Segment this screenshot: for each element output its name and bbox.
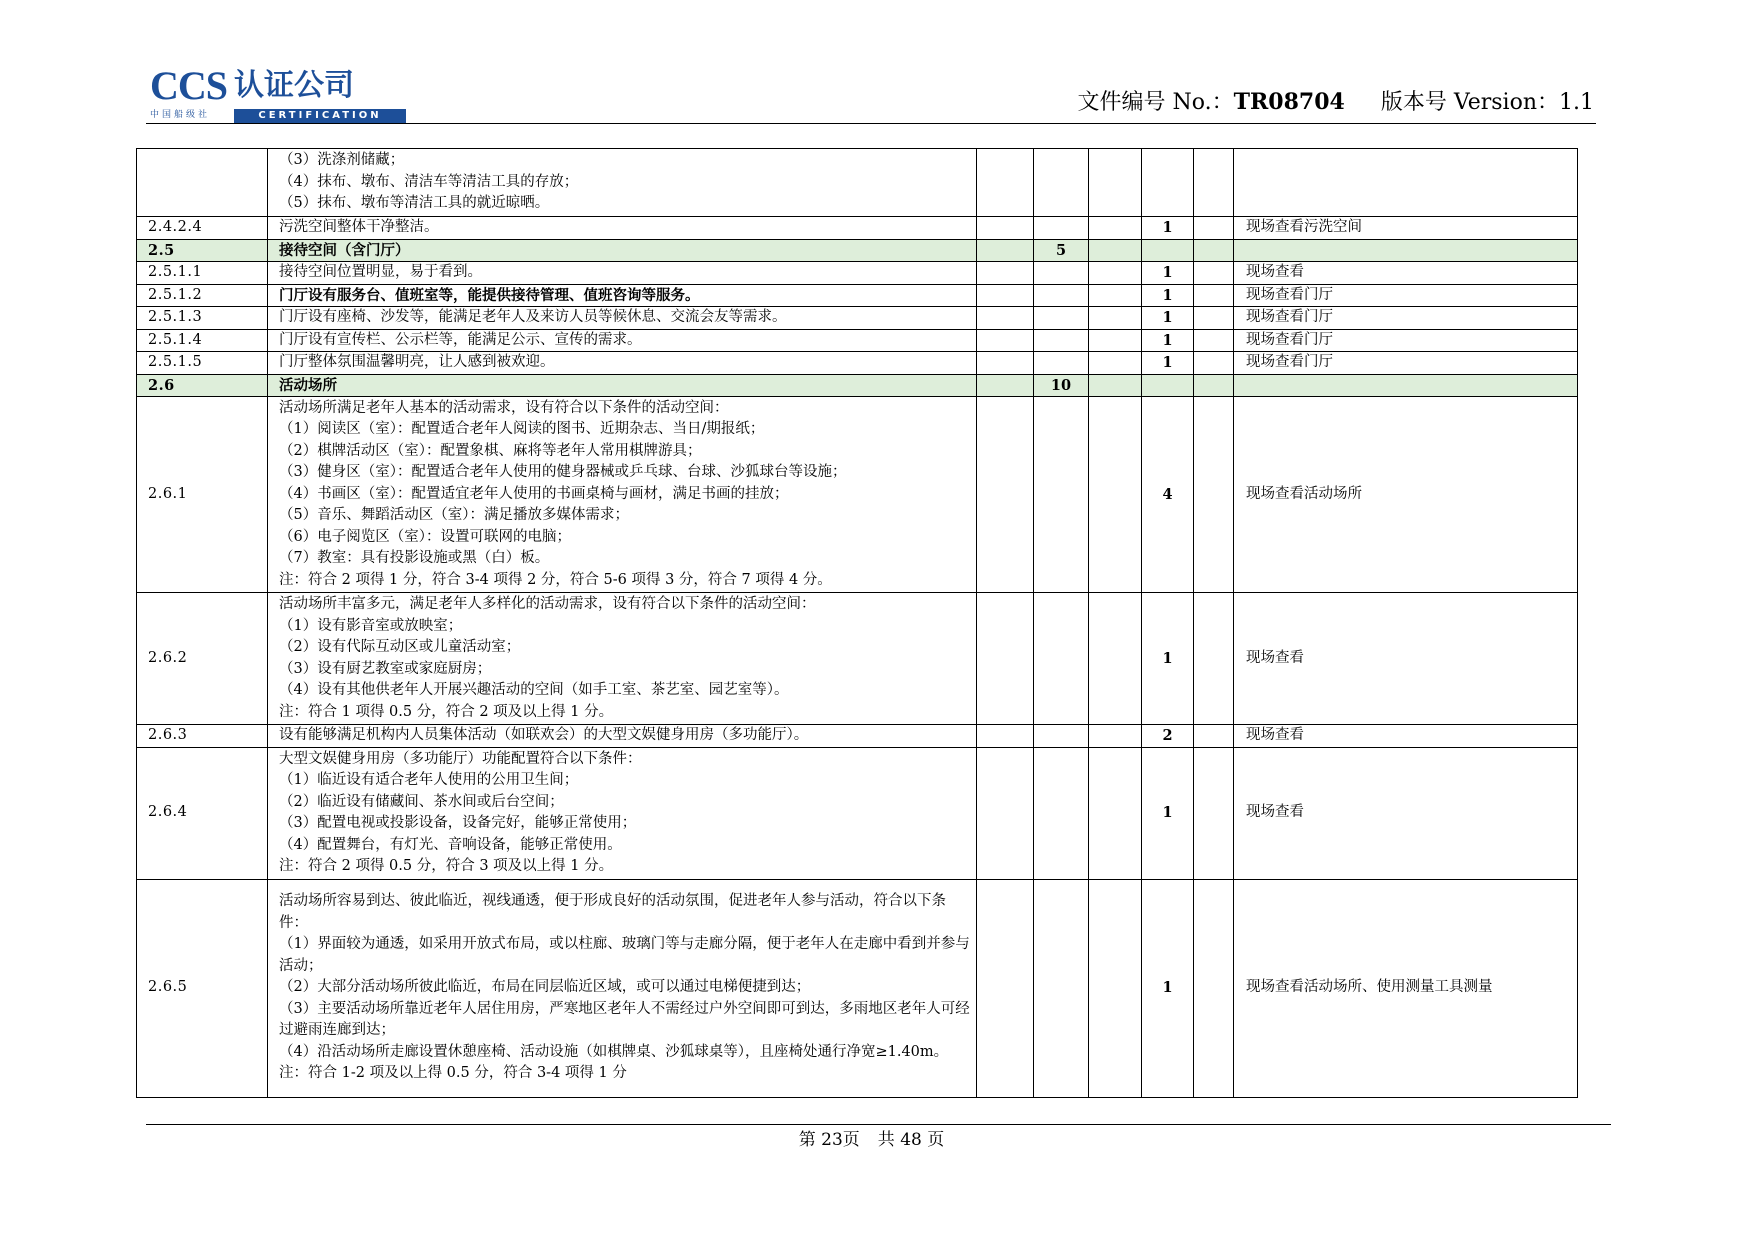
column-7-cell [1194,217,1234,240]
column-7-cell [1194,725,1234,748]
column-5-cell [1089,747,1142,879]
column-5-cell [1089,725,1142,748]
description-line: （3）洗涤剂储藏； [279,152,405,169]
column-7-cell [1194,879,1234,1097]
item-description [268,879,977,1097]
assessment-method: 现场查看门厅 [1234,284,1578,307]
item-code: 2.6 [137,374,268,397]
total-score-cell [1034,262,1089,285]
column-5-cell [1089,307,1142,330]
item-score-cell: 1 [1142,352,1194,375]
description-line: （1）阅读区（室）：配置适合老年人阅读的图书、近期杂志、当日/期报纸； [279,421,765,438]
item-score-cell: 1 [1142,217,1194,240]
description-line: （3）设有厨艺教室或家庭厨房； [279,660,492,677]
total-score-cell: 10 [1034,374,1089,397]
column-7-cell [1194,329,1234,352]
item-score-cell: 1 [1142,747,1194,879]
description-line: 活动场所丰富多元，满足老年人多样化的活动需求，设有符合以下条件的活动空间： [279,596,816,612]
item-score-cell [1142,239,1194,262]
description-line: （2）棋牌活动区（室）：配置象棋、麻将等老年人常用棋牌游具； [279,442,702,459]
doc-number-label: 文件编号 No.： [1077,90,1234,115]
item-score-cell [1142,149,1194,217]
description-line: 活动场所容易到达、彼此临近，视线通透，便于形成良好的活动氛围，促进老年人参与活动，符合以下条件： [279,893,946,931]
description-line: 注：符合 2 项得 0.5 分，符合 3 项及以上得 1 分。 [279,858,614,874]
description-line: 活动场所满足老年人基本的活动需求，设有符合以下条件的活动空间： [279,399,729,416]
item-score-cell: 1 [1142,284,1194,307]
table-row [137,307,1578,330]
column-3-cell [977,262,1034,285]
assessment-method: 现场查看 [1234,725,1578,748]
description-line: 污洗空间整体干净整洁。 [279,219,439,235]
header-divider [146,123,1596,124]
assessment-method [1234,239,1578,262]
criteria-table [136,148,1578,1098]
assessment-method: 现场查看门厅 [1234,329,1578,352]
table-row [137,397,1578,593]
description-line: （3）配置电视或投影设备，设备完好，能够正常使用； [279,815,637,831]
column-7-cell [1194,397,1234,593]
column-7-cell [1194,149,1234,217]
column-7-cell [1194,593,1234,725]
total-score-cell [1034,149,1089,217]
description-line: （4）书画区（室）：配置适宜老年人使用的书画桌椅与画材，满足书画的挂放； [279,485,789,502]
table-row [137,284,1578,307]
column-3-cell [977,397,1034,593]
column-3-cell [977,307,1034,330]
column-7-cell [1194,374,1234,397]
column-7-cell [1194,262,1234,285]
table-row [137,725,1578,748]
document-meta [1078,88,1594,117]
total-score-cell [1034,307,1089,330]
item-code: 2.5.1.3 [137,307,268,330]
assessment-method: 现场查看 [1234,747,1578,879]
column-3-cell [977,747,1034,879]
description-line: 门厅设有宣传栏、公示栏等，能满足公示、宣传的需求。 [279,331,642,348]
page-footer [0,1128,1743,1152]
table-row [137,593,1578,725]
description-line: 注：符合 1-2 项及以上得 0.5 分，符合 3-4 项得 1 分 [279,1065,627,1082]
column-3-cell [977,879,1034,1097]
total-pages: 共 48 页 [877,1130,945,1150]
item-code: 2.5 [137,239,268,262]
description-line: 门厅设有服务台、值班室等，能提供接待管理、值班咨询等服务。 [279,286,700,304]
total-score-cell [1034,329,1089,352]
description-line: （6）电子阅览区（室）：设置可联网的电脑； [279,528,571,545]
column-7-cell [1194,352,1234,375]
description-line: 大型文娱健身用房（多功能厅）功能配置符合以下条件： [279,750,642,767]
item-description [268,593,977,725]
item-score-cell: 2 [1142,725,1194,748]
item-description [268,217,977,240]
table-row [137,239,1578,262]
column-7-cell [1194,747,1234,879]
total-score-cell [1034,593,1089,725]
description-line: 注：符合 2 项得 1 分，符合 3-4 项得 2 分，符合 5-6 项得 3 分，符合 7 项得 4 分。 [279,571,832,588]
column-5-cell [1089,397,1142,593]
item-description [268,149,977,217]
item-score-cell: 1 [1142,329,1194,352]
item-description [268,262,977,285]
description-line: （5）音乐、舞蹈活动区（室）：满足播放多媒体需求； [279,507,629,524]
item-description [268,374,977,397]
assessment-method [1234,374,1578,397]
item-code: 2.5.1.1 [137,262,268,285]
column-3-cell [977,593,1034,725]
assessment-method: 现场查看活动场所、使用测量工具测量 [1234,879,1578,1097]
logo-certification-bar: CERTIFICATION [234,109,406,123]
description-line: 门厅设有座椅、沙发等，能满足老年人及来访人员等候休息、交流会友等需求。 [279,309,787,325]
column-5-cell [1089,593,1142,725]
column-5-cell [1089,879,1142,1097]
column-3-cell [977,352,1034,375]
total-score-cell [1034,284,1089,307]
item-code: 2.5.1.5 [137,352,268,375]
total-score-cell [1034,725,1089,748]
total-score-cell [1034,747,1089,879]
item-description [268,397,977,593]
description-line: （4）抹布、墩布、清洁车等清洁工具的存放； [279,173,579,190]
column-5-cell [1089,329,1142,352]
column-5-cell [1089,239,1142,262]
item-description [268,725,977,748]
description-line: （4）沿活动场所走廊设置休憩座椅、活动设施（如棋牌桌、沙狐球桌等），且座椅处通行净宽≥1.40m。 [279,1043,949,1060]
description-line: 接待空间位置明显，易于看到。 [279,264,482,280]
column-3-cell [977,284,1034,307]
description-line: （4）设有其他供老年人开展兴趣活动的空间（如手工室、茶艺室、园艺室等）。 [279,682,789,698]
item-score-cell: 1 [1142,879,1194,1097]
description-line: （1）界面较为通透，如采用开放式布局，或以柱廊、玻璃门等与走廊分隔，便于老年人在走廊中看到并参与活动； [279,936,970,974]
column-5-cell [1089,262,1142,285]
column-7-cell [1194,284,1234,307]
total-score-cell [1034,879,1089,1097]
column-3-cell [977,329,1034,352]
assessment-method: 现场查看污洗空间 [1234,217,1578,240]
table-row [137,329,1578,352]
column-5-cell [1089,149,1142,217]
footer-divider [146,1124,1611,1125]
description-line: （3）健身区（室）：配置适合老年人使用的健身器械或乒乓球、台球、沙狐球台等设施； [279,464,847,481]
assessment-method: 现场查看门厅 [1234,352,1578,375]
description-line: （2）大部分活动场所彼此临近，布局在同层临近区域，或可以通过电梯便捷到达； [279,979,811,996]
column-5-cell [1089,284,1142,307]
assessment-method: 现场查看 [1234,262,1578,285]
table-row [137,217,1578,240]
assessment-method: 现场查看门厅 [1234,307,1578,330]
version-number: 1.1 [1559,90,1594,115]
item-score-cell: 1 [1142,307,1194,330]
table-row [137,149,1578,217]
item-code: 2.6.1 [137,397,268,593]
item-score-cell: 1 [1142,262,1194,285]
table-row [137,262,1578,285]
description-line: 接待空间（含门厅） [279,241,410,259]
item-score-cell [1142,374,1194,397]
logo-society-text: 中国船级社 [150,110,211,120]
item-code: 2.5.1.4 [137,329,268,352]
table-row [137,879,1578,1097]
column-3-cell [977,374,1034,397]
column-7-cell [1194,239,1234,262]
item-code: 2.6.5 [137,879,268,1097]
assessment-method: 现场查看 [1234,593,1578,725]
item-description [268,239,977,262]
item-description [268,747,977,879]
column-3-cell [977,217,1034,240]
description-line: 活动场所 [279,376,337,394]
item-score-cell: 1 [1142,593,1194,725]
assessment-method: 现场查看活动场所 [1234,397,1578,593]
column-5-cell [1089,217,1142,240]
logo-company-name: 认证公司 [234,68,354,103]
item-description [268,352,977,375]
column-7-cell [1194,307,1234,330]
item-code: 2.4.2.4 [137,217,268,240]
total-score-cell [1034,397,1089,593]
column-3-cell [977,239,1034,262]
item-code: 2.6.4 [137,747,268,879]
description-line: （1）临近设有适合老年人使用的公用卫生间； [279,772,579,788]
table-row [137,374,1578,397]
assessment-method [1234,149,1578,217]
item-description [268,329,977,352]
description-line: （1）设有影音室或放映室； [279,617,463,634]
item-score-cell: 4 [1142,397,1194,593]
description-line: （7）教室：具有投影设施或黑（白）板。 [279,550,550,567]
version-label: 版本号 Version： [1380,90,1559,115]
description-line: （2）设有代际互动区或儿童活动室； [279,639,521,655]
description-line: 门厅整体氛围温馨明亮，让人感到被欢迎。 [279,354,555,370]
column-5-cell [1089,352,1142,375]
doc-number: TR08704 [1233,89,1345,115]
item-code: 2.6.3 [137,725,268,748]
total-score-cell [1034,352,1089,375]
total-score-cell [1034,217,1089,240]
description-line: 设有能够满足机构内人员集体活动（如联欢会）的大型文娱健身用房（多功能厅）。 [279,727,809,743]
total-score-cell: 5 [1034,239,1089,262]
column-3-cell [977,725,1034,748]
item-code: 2.6.2 [137,593,268,725]
item-description [268,284,977,307]
column-3-cell [977,149,1034,217]
item-code: 2.5.1.2 [137,284,268,307]
description-line: （3）主要活动场所靠近老年人居住用房，严寒地区老年人不需经过户外空间即可到达，多雨地区老年人可经过避雨连廊到达； [279,1000,970,1039]
table-row [137,352,1578,375]
logo-ccs-text: CCS [150,63,228,108]
page-number: 第 23页 [798,1130,860,1150]
ccs-certification-logo [150,63,406,124]
column-5-cell [1089,374,1142,397]
table-row [137,747,1578,879]
item-description [268,307,977,330]
description-line: （5）抹布、墩布等清洁工具的就近晾晒。 [279,195,550,212]
item-code [137,149,268,217]
description-line: 注：符合 1 项得 0.5 分，符合 2 项及以上得 1 分。 [279,703,614,720]
description-line: （2）临近设有储藏间、茶水间或后台空间； [279,793,564,810]
description-line: （4）配置舞台，有灯光、音响设备，能够正常使用。 [279,836,622,853]
